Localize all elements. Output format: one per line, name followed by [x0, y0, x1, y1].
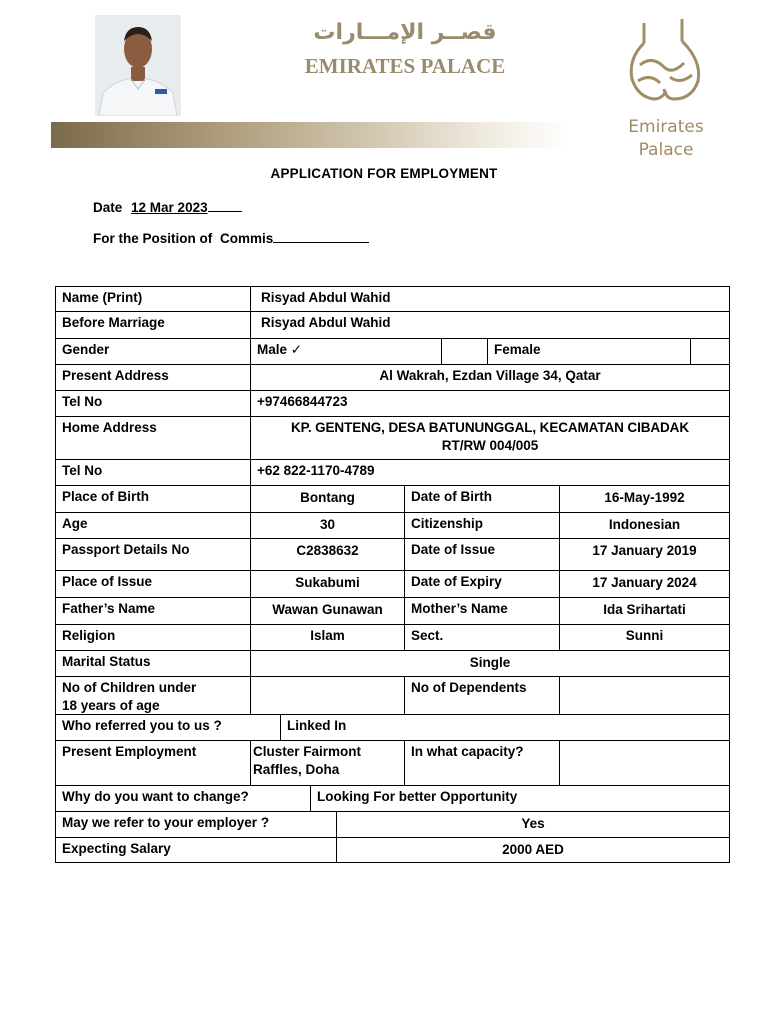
present-employment-line1: Cluster Fairmont — [253, 744, 362, 759]
position-line — [93, 228, 369, 246]
present-address-value: Al Wakrah, Ezdan Village 34, Qatar — [250, 364, 730, 391]
name-label: Name (Print) — [55, 286, 251, 312]
citizenship-value: Indonesian — [559, 512, 730, 539]
passport-label: Passport Details No — [55, 538, 251, 571]
sect-value: Sunni — [559, 624, 730, 651]
header-gold-band — [51, 122, 571, 148]
children-label — [55, 676, 251, 715]
date-of-expiry-value: 17 January 2024 — [559, 570, 730, 598]
passport-value: C2838632 — [250, 538, 405, 571]
why-change-label: Why do you want to change? — [55, 785, 311, 812]
place-of-issue-value: Sukabumi — [250, 570, 405, 598]
religion-value: Islam — [250, 624, 405, 651]
name-value: Risyad Abdul Wahid — [250, 286, 730, 312]
date-of-issue-label: Date of Issue — [404, 538, 560, 571]
before-marriage-label: Before Marriage — [55, 311, 251, 339]
sect-label: Sect. — [404, 624, 560, 651]
referred-value: Linked In — [280, 714, 730, 741]
date-line — [93, 197, 242, 215]
fathers-name-label: Father’s Name — [55, 597, 251, 625]
children-value — [250, 676, 405, 715]
gender-female: Female — [487, 338, 691, 365]
marital-status-label: Marital Status — [55, 650, 251, 677]
date-value: 12 Mar 2023 — [131, 200, 208, 215]
refer-employer-value: Yes — [336, 811, 730, 838]
date-of-birth-value: 16-May-1992 — [559, 485, 730, 513]
why-change-value: Looking For better Opportunity — [310, 785, 730, 812]
place-of-birth-label: Place of Birth — [55, 485, 251, 513]
present-employment-value — [250, 740, 405, 786]
dependents-value — [559, 676, 730, 715]
gender-label: Gender — [55, 338, 251, 365]
capacity-value — [559, 740, 730, 786]
logo-text-line2: Palace — [638, 140, 694, 160]
mothers-name-value: Ida Srihartati — [559, 597, 730, 625]
present-address-label: Present Address — [55, 364, 251, 391]
brand-name: EMIRATES PALACE — [304, 54, 506, 78]
place-of-birth-value: Bontang — [250, 485, 405, 513]
expecting-salary-label: Expecting Salary — [55, 837, 337, 863]
gender-male-box — [441, 338, 488, 365]
fathers-name-value: Wawan Gunawan — [250, 597, 405, 625]
expecting-salary-value: 2000 AED — [336, 837, 730, 863]
refer-employer-label: May we refer to your employer ? — [55, 811, 337, 838]
home-address-value — [250, 416, 730, 460]
position-label: For the Position of — [93, 231, 213, 246]
tel-no-value: +97466844723 — [250, 390, 730, 417]
applicant-photo — [95, 15, 181, 116]
mothers-name-label: Mother’s Name — [404, 597, 560, 625]
children-label-line2: 18 years of age — [62, 698, 160, 713]
dependents-label: No of Dependents — [404, 676, 560, 715]
referred-label: Who referred you to us ? — [55, 714, 281, 741]
form-heading: APPLICATION FOR EMPLOYMENT — [270, 166, 498, 181]
date-underline — [208, 197, 242, 212]
present-employment-label: Present Employment — [55, 740, 251, 786]
date-of-issue-value: 17 January 2019 — [559, 538, 730, 571]
citizenship-label: Citizenship — [404, 512, 560, 539]
children-label-line1: No of Children under — [62, 680, 197, 695]
gender-male: Male ✓ — [250, 338, 442, 365]
home-address-line1: KP. GENTENG, DESA BATUNUNGGAL, KECAMATAN CIBADAK — [291, 420, 689, 435]
before-marriage-value: Risyad Abdul Wahid — [250, 311, 730, 339]
present-employment-line2: Raffles, Doha — [253, 762, 340, 777]
tel-no-2-value: +62 822-1170-4789 — [250, 459, 730, 486]
gender-female-box — [690, 338, 730, 365]
place-of-issue-label: Place of Issue — [55, 570, 251, 598]
tel-no-label: Tel No — [55, 390, 251, 417]
date-of-expiry-label: Date of Expiry — [404, 570, 560, 598]
marital-status-value: Single — [250, 650, 730, 677]
tel-no-2-label: Tel No — [55, 459, 251, 486]
date-label: Date — [93, 200, 123, 215]
logo-text-line1: Emirates — [628, 117, 704, 137]
home-address-line2: RT/RW 004/005 — [441, 438, 539, 453]
arabic-brand-name: قصــر الإمـــارات — [313, 20, 497, 45]
age-label: Age — [55, 512, 251, 539]
home-address-label: Home Address — [55, 416, 251, 460]
date-of-birth-label: Date of Birth — [404, 485, 560, 513]
age-value: 30 — [250, 512, 405, 539]
position-underline — [273, 228, 369, 243]
capacity-label: In what capacity? — [404, 740, 560, 786]
employment-form-table — [55, 286, 730, 863]
religion-label: Religion — [55, 624, 251, 651]
position-value: Commis — [220, 231, 274, 246]
